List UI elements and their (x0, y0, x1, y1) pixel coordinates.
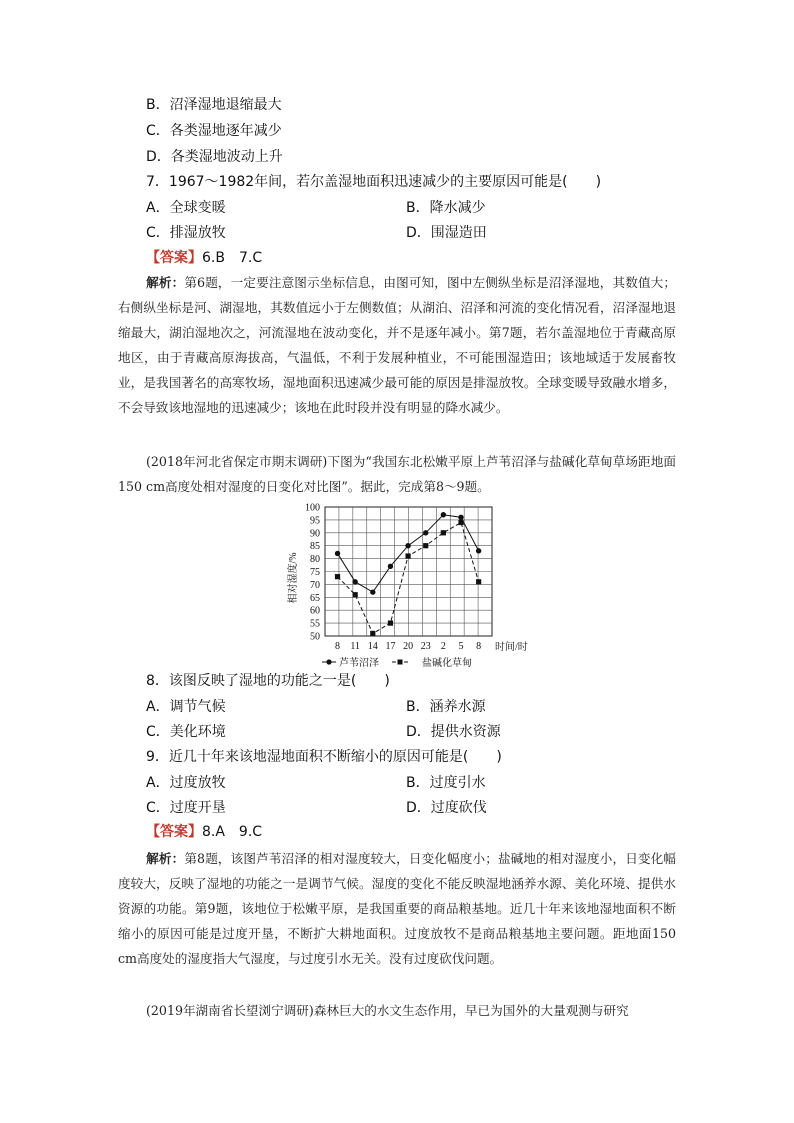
y-tick-label: 55 (310, 618, 320, 630)
q7-option-c: C．排湿放牧 (146, 225, 226, 241)
saline-meadow-point (423, 543, 428, 548)
x-tick-label: 2 (440, 641, 446, 652)
saline-meadow-point (370, 631, 375, 636)
y-tick-label: 75 (310, 567, 320, 578)
answer-text: 6.B 7.C (202, 250, 263, 266)
q7-option-b: B．降水减少 (406, 200, 486, 216)
y-tick-label: 95 (310, 515, 320, 527)
q8-option-a: A．调节气候 (146, 699, 226, 715)
x-axis-ticks (335, 641, 481, 652)
saline-meadow-point (405, 553, 410, 558)
legend-saline-meadow: 盐碱化草甸 (422, 658, 472, 669)
series-saline-meadow (335, 520, 481, 636)
y-tick-label: 65 (310, 592, 320, 604)
q7-option-d: D．围湿造田 (406, 225, 487, 241)
reed-marsh-point (405, 543, 410, 548)
saline-meadow-point (353, 592, 358, 597)
saline-meadow-point (441, 530, 446, 535)
y-tick-label: 90 (310, 528, 320, 540)
y-axis-ticks (305, 503, 320, 643)
q6-option-c: C．各类湿地逐年减少 (146, 123, 282, 139)
y-tick-label: 60 (310, 605, 320, 617)
x-axis-label: 时间/时 (495, 642, 528, 653)
x-tick-label: 8 (476, 641, 482, 652)
q8-option-d: D．提供水资源 (406, 724, 501, 740)
reed-marsh-point (423, 530, 428, 535)
q8-option-b: B．涵养水源 (406, 699, 486, 715)
saline-meadow-point (476, 579, 481, 584)
x-tick-label: 5 (458, 641, 464, 652)
y-tick-label: 70 (310, 579, 320, 591)
humidity-chart (280, 500, 530, 672)
analysis-lead: 解析： (146, 851, 185, 866)
q9-option-c: C．过度开垦 (146, 800, 226, 816)
intro-text: (2018年河北省保定市期末调研)下图为“我国东北松嫩平原上芦苇沼泽与盐碱化草甸草场距地面150 cm高度处相对湿度的日变化对比图”。据此，完成第8～9题。 (118, 454, 676, 494)
answer-text: 8.A 9.C (202, 824, 263, 840)
q7-option-a: A．全球变暖 (146, 200, 226, 216)
x-tick-label: 20 (403, 641, 414, 652)
reed-marsh-point (441, 512, 446, 517)
analysis-lead: 解析： (146, 275, 185, 290)
saline-meadow-line (338, 522, 479, 633)
y-tick-label: 85 (310, 541, 320, 553)
answer-1 (146, 247, 262, 269)
y-axis-label: 相对湿度/% (288, 552, 299, 604)
answer-tag: 【答案】 (146, 250, 202, 266)
analysis-2 (118, 846, 676, 971)
reed-marsh-point (335, 551, 340, 556)
saline-meadow-point (335, 574, 340, 579)
q8-stem: 8．该图反映了湿地的功能之一是( ) (146, 673, 390, 689)
legend-reed-marsh: 芦苇沼泽 (339, 658, 379, 669)
q9-stem: 9．近几十年来该地湿地面积不断缩小的原因可能是( ) (146, 749, 502, 765)
analysis-text: 第6题，一定要注意图示坐标信息，由图可知，图中左侧纵坐标是沼泽湿地，其数值大；右侧纵坐标是河、湖湿地，其数值远小于左侧数值；从湖泊、沼泽和河流的变化情况看，沼泽湿地退缩最大，湖泊湿地次之，河流湿地在波动变化，并不是逐年减小。第7题，若尔盖湿地位于青藏高原地区，由于青藏高原海拔高，气温低，不利于发展种植业，不可能围湿造田；该地域适于发展畜牧业，是我国著名的高寒牧场，湿地面积迅速减少最可能的原因是排湿放牧。全球变暖导致融水增多，不会导致该地湿地的迅速减少；该地在此时段并没有明显的降水减少。 (118, 275, 677, 415)
intro-next (118, 998, 676, 1023)
reed-marsh-point (458, 515, 463, 520)
q7-stem: 7．1967～1982年间，若尔盖湿地面积迅速减少的主要原因可能是( ) (146, 174, 602, 190)
x-tick-label: 14 (367, 641, 378, 652)
saline-meadow-point (458, 520, 463, 525)
intro-text: (2019年湖南省长望浏宁调研)森林巨大的水文生态作用，早已为国外的大量观测与研究 (146, 1003, 629, 1018)
q9-option-a: A．过度放牧 (146, 775, 226, 791)
answer-2 (146, 821, 262, 843)
x-tick-label: 17 (385, 641, 396, 652)
x-tick-label: 11 (350, 641, 360, 652)
q9-option-d: D．过度砍伐 (406, 800, 487, 816)
q6-option-d: D．各类湿地波动上升 (146, 149, 283, 165)
reed-marsh-point (352, 579, 357, 584)
reed-marsh-point (388, 564, 393, 569)
y-tick-label: 80 (310, 554, 320, 566)
x-tick-label: 8 (335, 641, 341, 652)
analysis-text: 第8题，该图芦苇沼泽的相对湿度较大，日变化幅度小；盐碱地的相对湿度小，日变化幅度较大，反映了湿地的功能之一是调节气候。湿度的变化不能反映湿地涵养水源、美化环境、提供水资源的功能。第9题，该地位于松嫩平原，是我国重要的商品粮基地。近几十年来该地湿地面积不断缩小的原因可能是过度开垦，不断扩大耕地面积。过度放牧不是商品粮基地主要问题。距地面150 cm高度处的湿度指大气湿度，与过度引水无关。没有过度砍伐问题。 (118, 851, 677, 966)
x-tick-label: 23 (420, 641, 431, 652)
reed-marsh-point (370, 589, 375, 594)
chart-grid (325, 507, 492, 636)
intro-q8-9 (118, 449, 676, 499)
y-tick-label: 100 (305, 502, 320, 514)
reed-marsh-point (476, 548, 481, 553)
q8-option-c: C．美化环境 (146, 724, 226, 740)
chart-legend (322, 656, 472, 669)
analysis-1 (118, 270, 676, 420)
q9-option-b: B．过度引水 (406, 775, 486, 791)
answer-tag: 【答案】 (146, 824, 202, 840)
q6-option-b: B．沼泽湿地退缩最大 (146, 97, 282, 113)
saline-meadow-point (388, 621, 393, 626)
y-tick-label: 50 (310, 631, 320, 643)
